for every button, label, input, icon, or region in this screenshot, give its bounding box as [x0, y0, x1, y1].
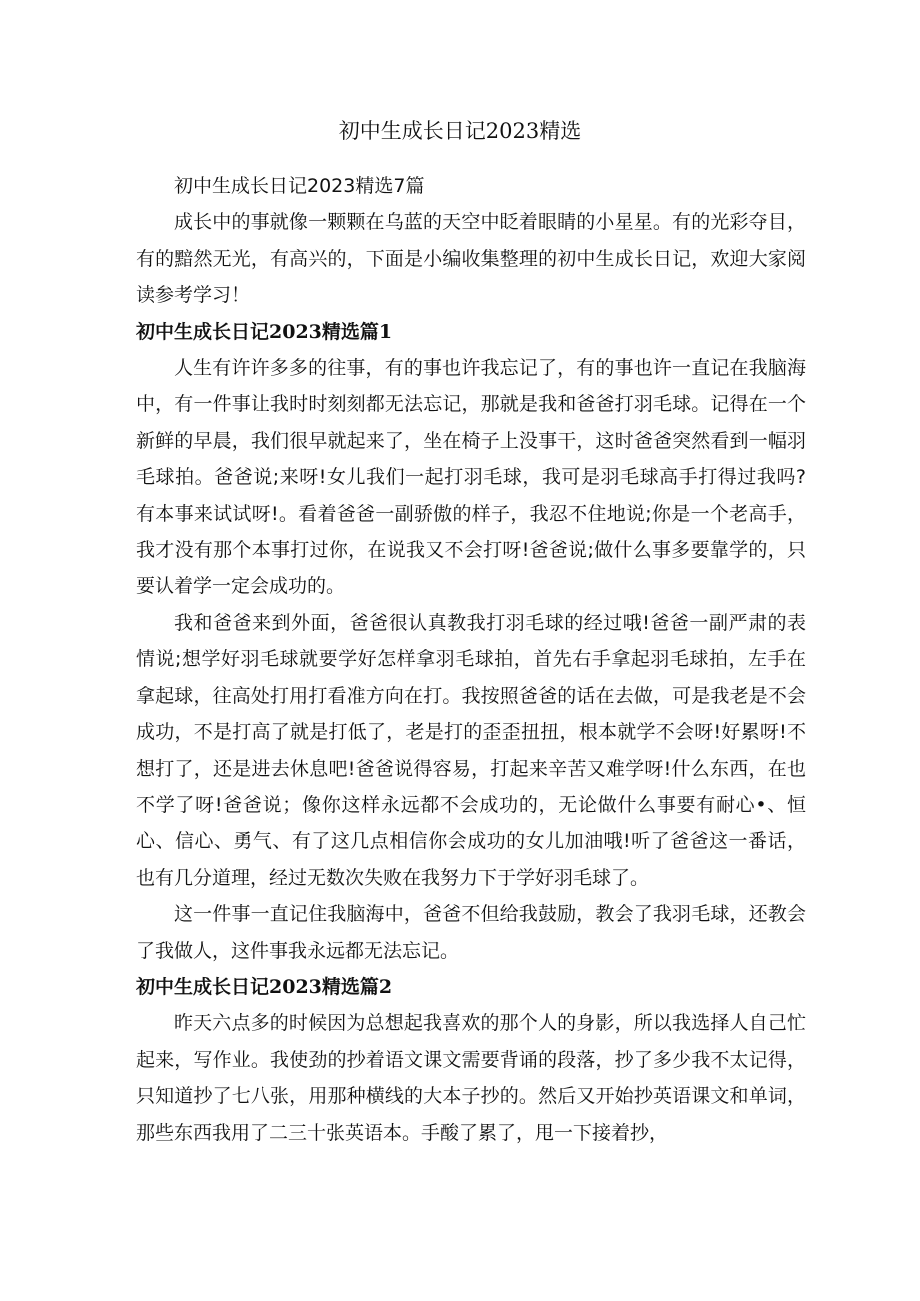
document-body [136, 168, 806, 1151]
intro-paragraph: 成长中的事就像一颗颗在乌蓝的天空中眨着眼睛的小星星。有的光彩夺目，有的黯然无光，有高兴的，下面是小编收集整理的初中生成长日记，欢迎大家阅读参考学习！ [136, 211, 806, 307]
section-1-paragraph-3: 这一件事一直记住我脑海中，爸爸不但给我鼓励，教会了我羽毛球，还教会了我做人，这件事我永远都无法忘记。 [136, 903, 806, 962]
section-2-heading: 初中生成长日记2023精选篇2 [136, 975, 393, 998]
section-1-heading: 初中生成长日记2023精选篇1 [136, 320, 393, 343]
section-1-paragraph-1: 人生有许许多多的往事，有的事也许我忘记了，有的事也许一直记在我脑海中，有一件事让我时时刻刻都无法忘记，那就是我和爸爸打羽毛球。记得在一个新鲜的早晨，我们很早就起来了，坐在椅子上没事干，这时爸爸突然看到一幅羽毛球拍。爸爸说;来呀!女儿我们一起打羽毛球，我可是羽毛球高手打得过我吗?有本事来试试呀!。看着爸爸一副骄傲的样子，我忍不住地说;你是一个老高手，我才没有那个本事打过你，在说我又不会打呀!爸爸说;做什么事多要靠学的，只要认着学一定会成功的。 [136, 357, 806, 598]
document-subtitle: 初中生成长日记2023精选7篇 [174, 175, 425, 197]
document-title: 初中生成长日记2023精选 [338, 119, 582, 143]
section-2-paragraph-1: 昨天六点多的时候因为总想起我喜欢的那个人的身影，所以我选择人自己忙起来，写作业。我使劲的抄着语文课文需要背诵的段落，抄了多少我不太记得，只知道抄了七八张，用那种横线的大本子抄的。然后又开始抄英语课文和单词，那些东西我用了二三十张英语本。手酸了累了，甩一下接着抄， [136, 1012, 806, 1144]
section-1-paragraph-2: 我和爸爸来到外面，爸爸很认真教我打羽毛球的经过哦!爸爸一副严肃的表情说;想学好羽毛球就要学好怎样拿羽毛球拍，首先右手拿起羽毛球拍，左手在拿起球，往高处打用打看准方向在打。我按照爸爸的话在去做，可是我老是不会成功，不是打高了就是打低了，老是打的歪歪扭扭，根本就学不会呀!好累呀!不想打了，还是进去休息吧!爸爸说得容易，打起来辛苦又难学呀!什么东西，在也不学了呀!爸爸说；像你这样永远都不会成功的，无论做什么事要有耐心•、恒心、信心、勇气、有了这几点相信你会成功的女儿加油哦!听了爸爸这一番话，也有几分道理，经过无数次失败在我努力下于学好羽毛球了。 [136, 611, 806, 889]
